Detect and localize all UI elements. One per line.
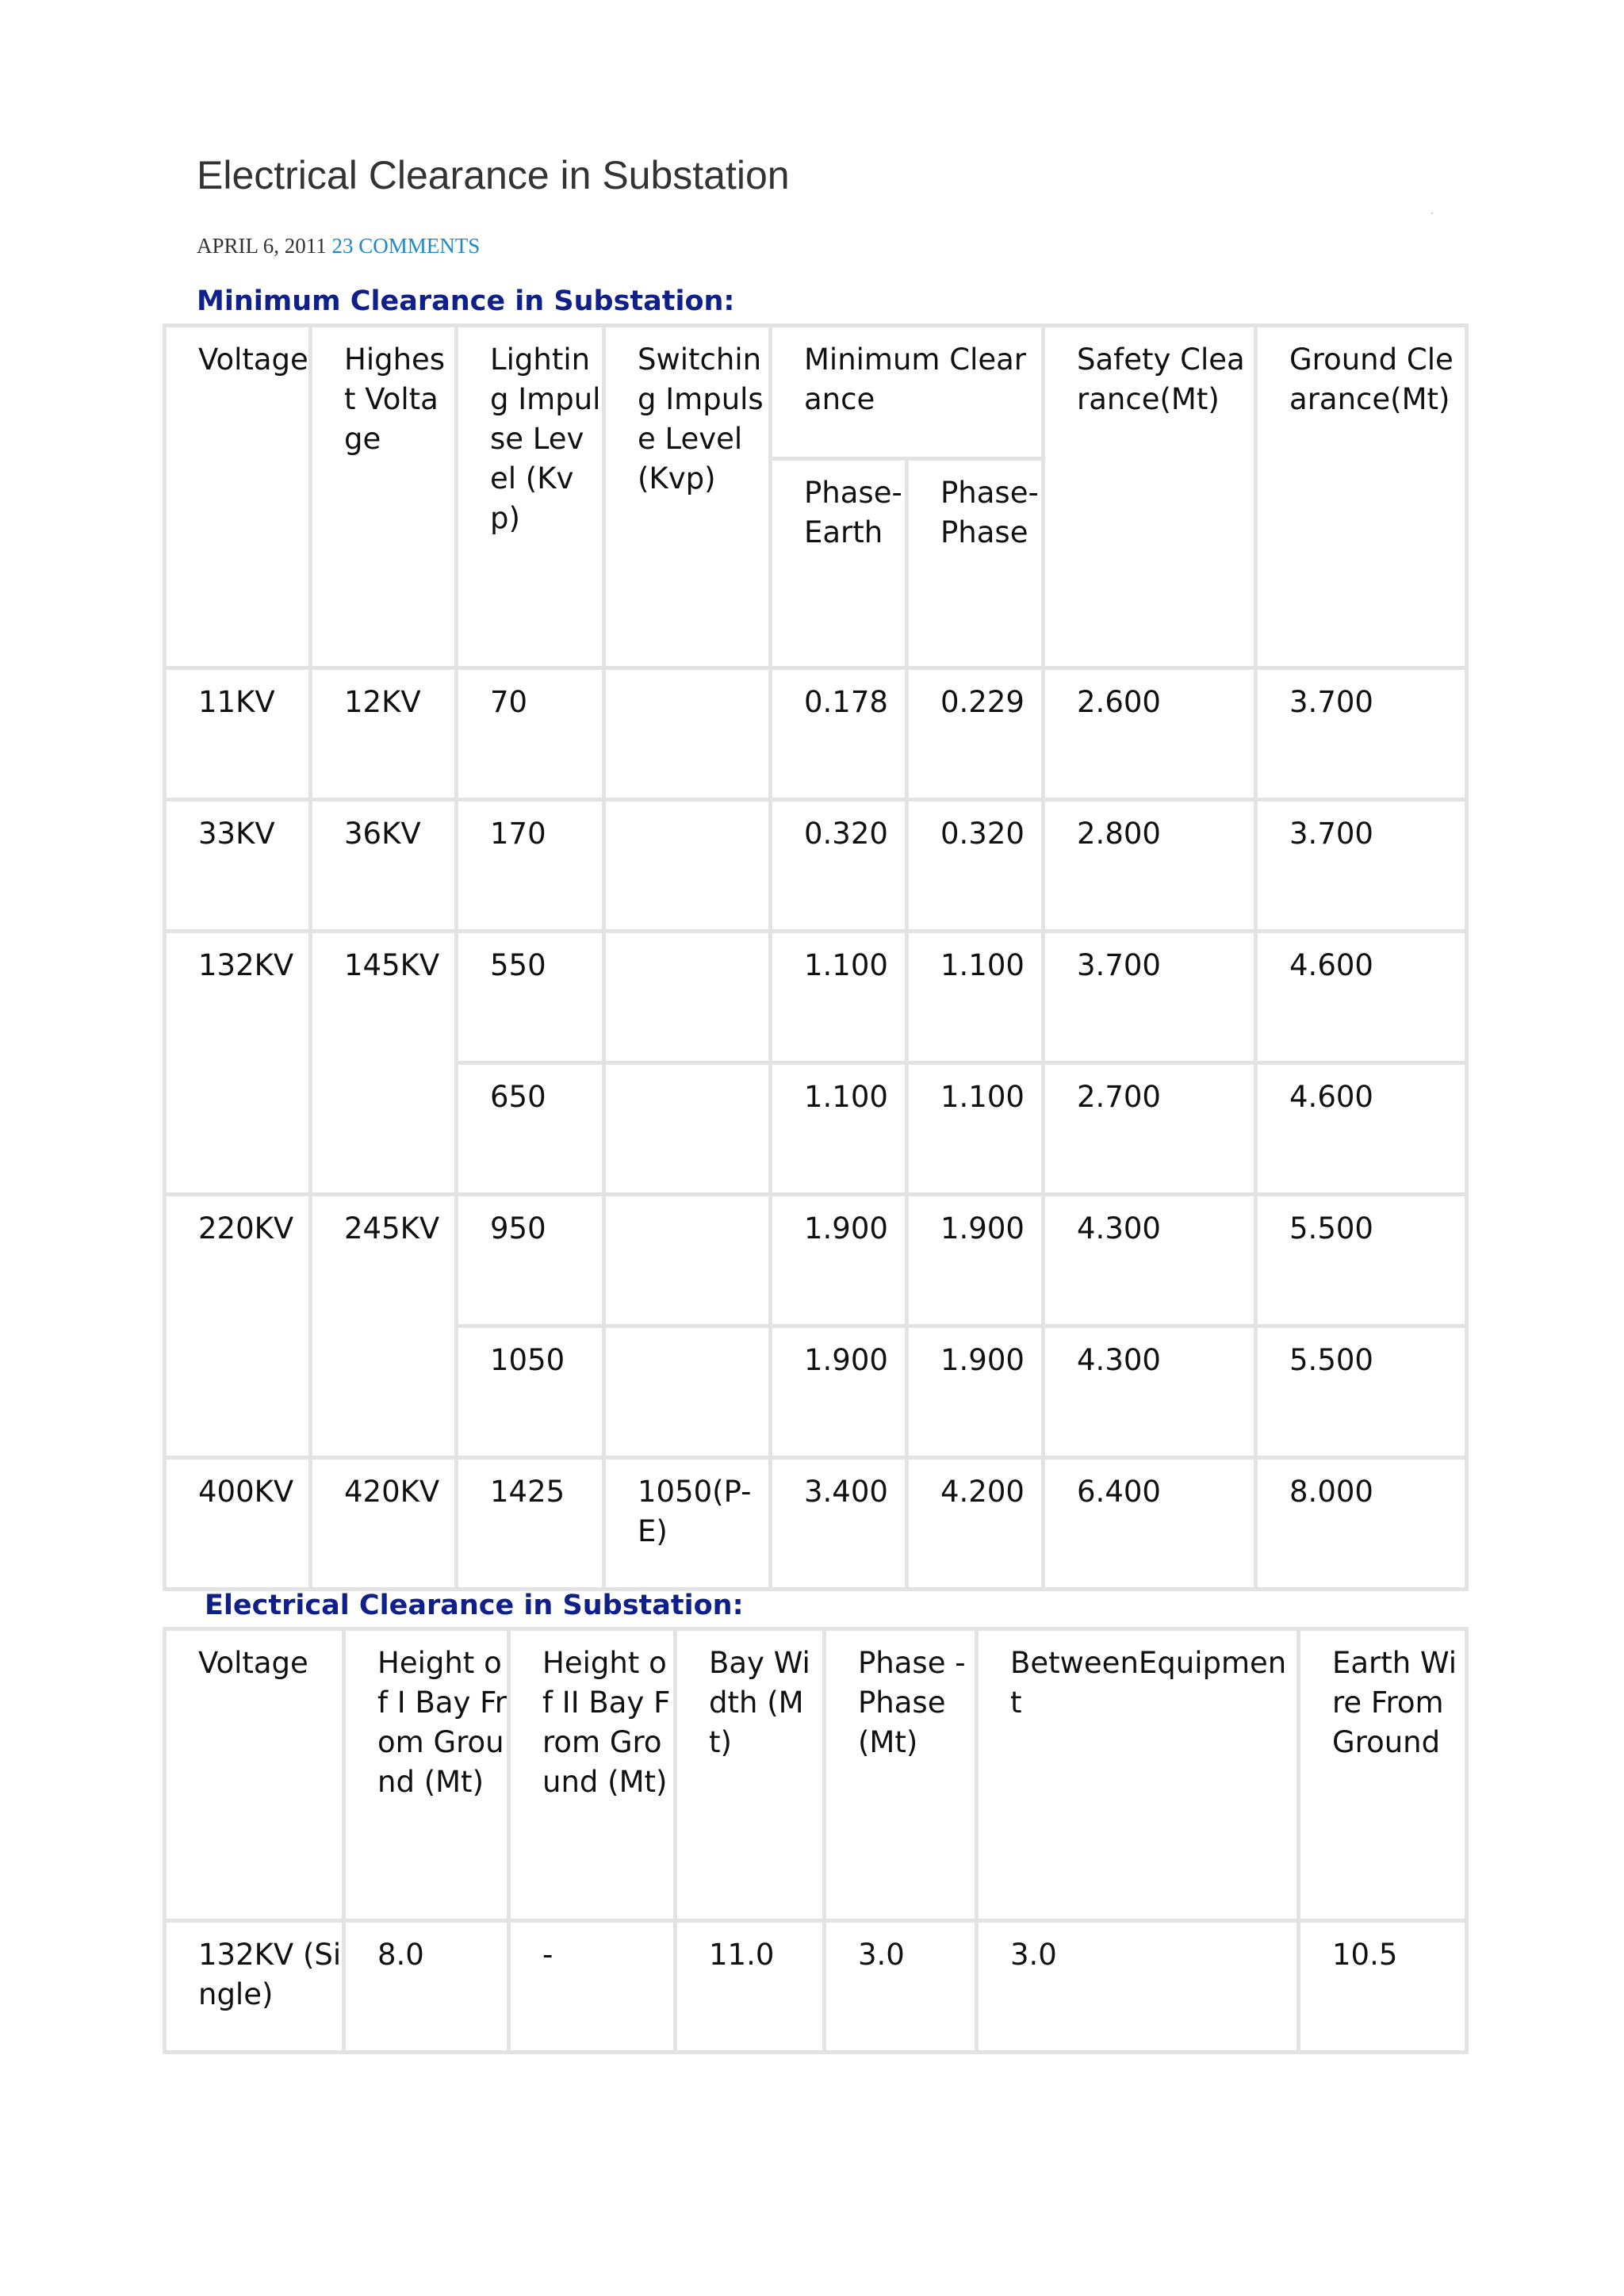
cell-safety: 2.700: [1044, 1063, 1256, 1195]
header-phase-earth: Phase-Earth: [771, 459, 907, 668]
cell-phase-phase: 3.0: [825, 1921, 977, 2053]
cell-switching: [604, 1195, 771, 1326]
cell-safety: 3.700: [1044, 932, 1256, 1063]
cell-safety: 6.400: [1044, 1458, 1256, 1590]
header-switching-impulse: Switching Impulse Level (Kvp): [604, 326, 771, 668]
cell-highest: 12KV: [311, 668, 457, 800]
cell-phase-earth: 1.900: [771, 1326, 907, 1458]
page-title: Electrical Clearance in Substation: [197, 153, 790, 197]
table-row: [165, 1195, 1467, 1326]
decorative-dot: [1431, 212, 1433, 214]
cell-phase-phase: 1.100: [907, 1063, 1044, 1195]
table-row: [165, 932, 1467, 1063]
cell-phase-phase: 0.320: [907, 800, 1044, 932]
cell-voltage: 220KV: [165, 1195, 311, 1458]
electrical-clearance-table: [163, 1627, 1469, 2054]
cell-ground: 5.500: [1256, 1326, 1467, 1458]
table1-heading: Minimum Clearance in Substation:: [197, 285, 735, 317]
cell-ground: 8.000: [1256, 1458, 1467, 1590]
header-height-ii-bay: Height of II Bay From Ground (Mt): [509, 1629, 676, 1921]
header-ground-clearance: Ground Clearance(Mt): [1256, 326, 1467, 668]
cell-voltage: 132KV: [165, 932, 311, 1195]
cell-switching: [604, 668, 771, 800]
cell-ground: 4.600: [1256, 1063, 1467, 1195]
header-height-i-bay: Height of I Bay From Ground (Mt): [344, 1629, 509, 1921]
cell-lighting: 1425: [457, 1458, 604, 1590]
cell-phase-earth: 0.320: [771, 800, 907, 932]
cell-safety: 2.600: [1044, 668, 1256, 800]
header-voltage: Voltage: [165, 1629, 344, 1921]
cell-switching: [604, 1063, 771, 1195]
header-phase-phase: Phase-Phase: [907, 459, 1044, 668]
header-minimum-clearance: Minimum Clearance: [771, 326, 1044, 459]
cell-lighting: 550: [457, 932, 604, 1063]
cell-earth-wire: 10.5: [1299, 1921, 1467, 2053]
header-lighting-impulse: Lighting Impulse Level (Kvp): [457, 326, 604, 668]
cell-highest: 420KV: [311, 1458, 457, 1590]
cell-lighting: 950: [457, 1195, 604, 1326]
header-earth-wire: Earth Wire From Ground: [1299, 1629, 1467, 1921]
cell-ground: 4.600: [1256, 932, 1467, 1063]
cell-ground: 5.500: [1256, 1195, 1467, 1326]
cell-switching: [604, 932, 771, 1063]
cell-phase-earth: 1.900: [771, 1195, 907, 1326]
cell-highest: 145KV: [311, 932, 457, 1195]
cell-phase-earth: 1.100: [771, 932, 907, 1063]
cell-highest: 245KV: [311, 1195, 457, 1458]
cell-phase-earth: 0.178: [771, 668, 907, 800]
cell-phase-phase: 1.100: [907, 932, 1044, 1063]
comments-link[interactable]: 23 COMMENTS: [331, 234, 481, 258]
header-bay-width: Bay Width (Mt): [676, 1629, 825, 1921]
table-row: [165, 1458, 1467, 1590]
cell-between: 3.0: [977, 1921, 1299, 2053]
cell-safety: 2.800: [1044, 800, 1256, 932]
cell-phase-earth: 3.400: [771, 1458, 907, 1590]
header-voltage: Voltage: [165, 326, 311, 668]
table2-heading: Electrical Clearance in Substation:: [205, 1590, 744, 1621]
table-row: [165, 1921, 1467, 2053]
cell-lighting: 1050: [457, 1326, 604, 1458]
table-row: [165, 800, 1467, 932]
cell-voltage: 400KV: [165, 1458, 311, 1590]
cell-phase-phase: 1.900: [907, 1326, 1044, 1458]
cell-switching: 1050(P-E): [604, 1458, 771, 1590]
post-meta: [197, 234, 480, 258]
cell-height-ii: -: [509, 1921, 676, 2053]
header-highest-voltage: Highest Voltage: [311, 326, 457, 668]
cell-phase-phase: 1.900: [907, 1195, 1044, 1326]
cell-voltage: 11KV: [165, 668, 311, 800]
cell-switching: [604, 800, 771, 932]
header-safety-clearance: Safety Clearance(Mt): [1044, 326, 1256, 668]
cell-height-i: 8.0: [344, 1921, 509, 2053]
cell-safety: 4.300: [1044, 1326, 1256, 1458]
cell-lighting: 650: [457, 1063, 604, 1195]
cell-voltage: 33KV: [165, 800, 311, 932]
cell-ground: 3.700: [1256, 668, 1467, 800]
cell-voltage: 132KV (Single): [165, 1921, 344, 2053]
cell-phase-phase: 4.200: [907, 1458, 1044, 1590]
cell-phase-earth: 1.100: [771, 1063, 907, 1195]
header-phase-phase: Phase - Phase (Mt): [825, 1629, 977, 1921]
cell-safety: 4.300: [1044, 1195, 1256, 1326]
cell-ground: 3.700: [1256, 800, 1467, 932]
cell-phase-phase: 0.229: [907, 668, 1044, 800]
cell-switching: [604, 1326, 771, 1458]
post-date: APRIL 6, 2011: [197, 234, 327, 258]
cell-lighting: 70: [457, 668, 604, 800]
minimum-clearance-table: [163, 323, 1469, 1591]
cell-bay-width: 11.0: [676, 1921, 825, 2053]
cell-highest: 36KV: [311, 800, 457, 932]
cell-lighting: 170: [457, 800, 604, 932]
header-between-equipment: BetweenEquipment: [977, 1629, 1299, 1921]
table-row: [165, 668, 1467, 800]
